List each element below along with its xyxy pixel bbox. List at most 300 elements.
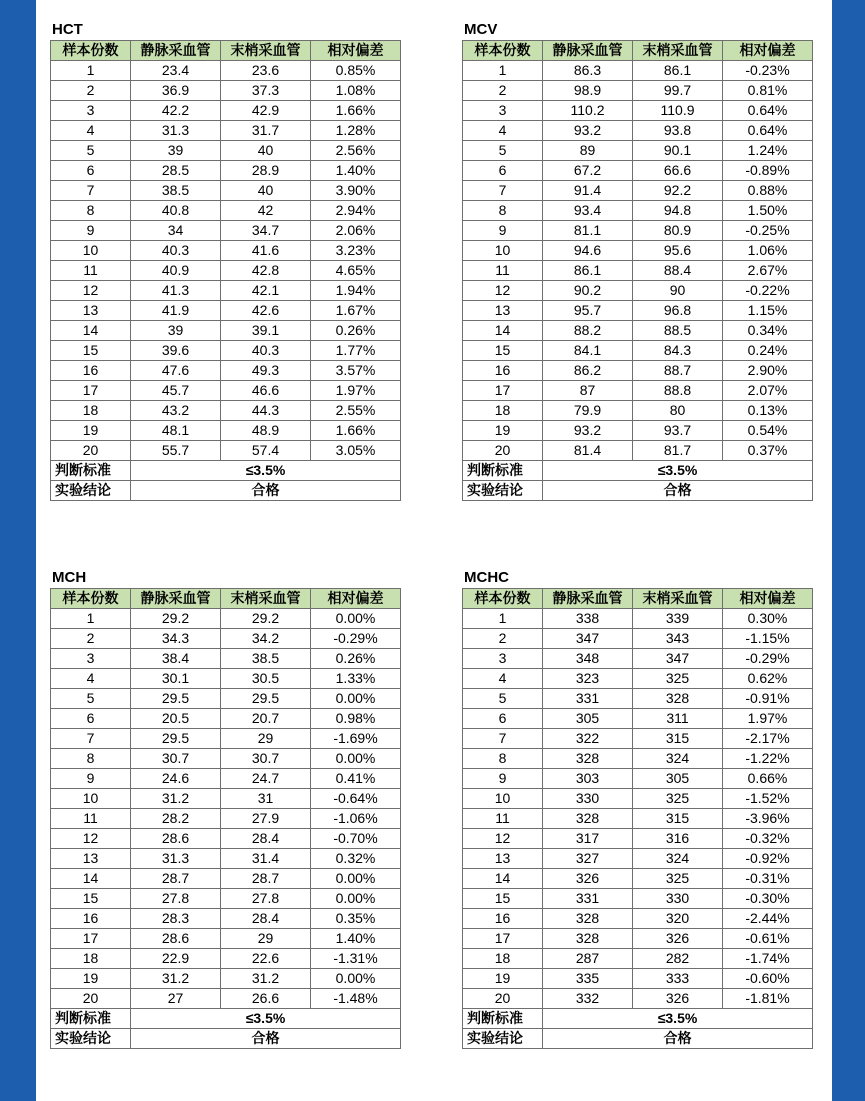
column-header: 末梢采血管 xyxy=(221,41,311,61)
table-row xyxy=(463,361,813,381)
table-cell: 90.2 xyxy=(543,281,633,301)
conclusion-value: 合格 xyxy=(543,481,813,501)
table-row xyxy=(51,241,401,261)
table-cell: -1.48% xyxy=(311,989,401,1009)
conclusion-value: 合格 xyxy=(131,1029,401,1049)
column-header: 末梢采血管 xyxy=(633,41,723,61)
table-cell: 22.9 xyxy=(131,949,221,969)
table-cell: 18 xyxy=(463,949,543,969)
table-cell: 11 xyxy=(51,261,131,281)
table-row xyxy=(51,729,401,749)
table-cell: 1.28% xyxy=(311,121,401,141)
table-cell: 96.8 xyxy=(633,301,723,321)
table-cell: 48.9 xyxy=(221,421,311,441)
column-header: 相对偏差 xyxy=(311,589,401,609)
table-cell: 327 xyxy=(543,849,633,869)
table-cell: 333 xyxy=(633,969,723,989)
column-header: 末梢采血管 xyxy=(221,589,311,609)
criterion-label: 判断标准 xyxy=(463,461,543,481)
table-cell: 1.40% xyxy=(311,161,401,181)
table-cell: 41.9 xyxy=(131,301,221,321)
table-cell: 0.98% xyxy=(311,709,401,729)
table-cell: 19 xyxy=(463,421,543,441)
data-table xyxy=(50,588,401,1049)
table-cell: 10 xyxy=(463,789,543,809)
table-cell: 89 xyxy=(543,141,633,161)
table-cell: 1 xyxy=(463,61,543,81)
table-cell: 0.00% xyxy=(311,689,401,709)
table-row xyxy=(463,221,813,241)
table-cell: 20 xyxy=(463,441,543,461)
table-cell: 29.2 xyxy=(221,609,311,629)
table-cell: 13 xyxy=(463,849,543,869)
table-cell: -1.06% xyxy=(311,809,401,829)
table-cell: 15 xyxy=(51,889,131,909)
table-cell: 320 xyxy=(633,909,723,929)
table-cell: 8 xyxy=(463,749,543,769)
criterion-label: 判断标准 xyxy=(463,1009,543,1029)
table-cell: 42.2 xyxy=(131,101,221,121)
table-cell: 31.2 xyxy=(221,969,311,989)
table-row xyxy=(51,649,401,669)
table-row xyxy=(51,81,401,101)
table-cell: 23.4 xyxy=(131,61,221,81)
table-cell: 1.08% xyxy=(311,81,401,101)
table-cell: 0.62% xyxy=(723,669,813,689)
table-row xyxy=(463,609,813,629)
table-cell: 88.8 xyxy=(633,381,723,401)
table-cell: 30.7 xyxy=(131,749,221,769)
table-cell: -1.31% xyxy=(311,949,401,969)
table-row xyxy=(463,949,813,969)
column-header: 样本份数 xyxy=(463,589,543,609)
table-cell: 8 xyxy=(463,201,543,221)
table-cell: 4.65% xyxy=(311,261,401,281)
table-cell: 0.66% xyxy=(723,769,813,789)
table-cell: 49.3 xyxy=(221,361,311,381)
table-cell: 7 xyxy=(463,729,543,749)
table-cell: 84.3 xyxy=(633,341,723,361)
table-row xyxy=(463,421,813,441)
table-cell: 7 xyxy=(51,729,131,749)
table-cell: 2 xyxy=(463,629,543,649)
table-cell: 3.57% xyxy=(311,361,401,381)
table-cell: 42.9 xyxy=(221,101,311,121)
table-row xyxy=(463,261,813,281)
table-cell: 1.40% xyxy=(311,929,401,949)
column-header: 相对偏差 xyxy=(311,41,401,61)
panel-hct xyxy=(50,20,401,501)
table-row xyxy=(51,989,401,1009)
table-cell: 315 xyxy=(633,809,723,829)
table-cell: 326 xyxy=(633,929,723,949)
table-cell: 31 xyxy=(221,789,311,809)
table-cell: 11 xyxy=(463,261,543,281)
table-cell: 29 xyxy=(221,929,311,949)
table-cell: 20.5 xyxy=(131,709,221,729)
table-cell: 1 xyxy=(51,609,131,629)
table-cell: 347 xyxy=(633,649,723,669)
table-cell: 330 xyxy=(633,889,723,909)
table-cell: 98.9 xyxy=(543,81,633,101)
table-cell: 9 xyxy=(463,221,543,241)
table-cell: 1.97% xyxy=(723,709,813,729)
table-cell: 81.4 xyxy=(543,441,633,461)
header-row xyxy=(463,41,813,61)
table-cell: 326 xyxy=(543,869,633,889)
table-cell: 20 xyxy=(51,441,131,461)
table-cell: -0.64% xyxy=(311,789,401,809)
table-cell: 0.26% xyxy=(311,649,401,669)
table-row xyxy=(51,929,401,949)
table-cell: -1.15% xyxy=(723,629,813,649)
conclusion-row xyxy=(463,1029,813,1049)
table-cell: 16 xyxy=(463,909,543,929)
table-cell: 1.97% xyxy=(311,381,401,401)
table-cell: 30.5 xyxy=(221,669,311,689)
table-cell: 15 xyxy=(463,889,543,909)
table-cell: 17 xyxy=(463,929,543,949)
table-cell: 94.8 xyxy=(633,201,723,221)
table-cell: 13 xyxy=(51,301,131,321)
table-cell: 1.67% xyxy=(311,301,401,321)
panel-mch xyxy=(50,568,401,1049)
header-row xyxy=(463,589,813,609)
column-header: 样本份数 xyxy=(51,589,131,609)
table-cell: -0.23% xyxy=(723,61,813,81)
table-cell: -1.22% xyxy=(723,749,813,769)
table-cell: 1.66% xyxy=(311,101,401,121)
table-cell: 95.7 xyxy=(543,301,633,321)
table-cell: 30.1 xyxy=(131,669,221,689)
table-cell: 0.37% xyxy=(723,441,813,461)
table-cell: 6 xyxy=(463,161,543,181)
table-cell: -0.22% xyxy=(723,281,813,301)
table-cell: 2 xyxy=(463,81,543,101)
table-cell: 38.4 xyxy=(131,649,221,669)
table-cell: 1.66% xyxy=(311,421,401,441)
table-cell: 34 xyxy=(131,221,221,241)
table-cell: 2.56% xyxy=(311,141,401,161)
table-cell: 2.67% xyxy=(723,261,813,281)
data-table xyxy=(462,40,813,501)
table-cell: 0.26% xyxy=(311,321,401,341)
table-row xyxy=(51,221,401,241)
table-cell: 27.9 xyxy=(221,809,311,829)
table-cell: -0.61% xyxy=(723,929,813,949)
table-cell: 331 xyxy=(543,689,633,709)
table-row xyxy=(463,989,813,1009)
table-row xyxy=(51,889,401,909)
table-cell: -0.25% xyxy=(723,221,813,241)
table-cell: 28.4 xyxy=(221,829,311,849)
table-cell: -0.91% xyxy=(723,689,813,709)
table-cell: 347 xyxy=(543,629,633,649)
table-row xyxy=(51,629,401,649)
table-row xyxy=(463,689,813,709)
table-cell: 57.4 xyxy=(221,441,311,461)
criterion-value: ≤3.5% xyxy=(543,461,813,481)
table-cell: -0.92% xyxy=(723,849,813,869)
panel-title: MCV xyxy=(464,21,498,38)
table-cell: -0.70% xyxy=(311,829,401,849)
table-cell: 2.94% xyxy=(311,201,401,221)
table-cell: 44.3 xyxy=(221,401,311,421)
table-cell: 0.85% xyxy=(311,61,401,81)
table-cell: 1.15% xyxy=(723,301,813,321)
table-row xyxy=(463,929,813,949)
table-cell: 46.6 xyxy=(221,381,311,401)
table-cell: 2 xyxy=(51,81,131,101)
table-row xyxy=(463,809,813,829)
table-cell: 18 xyxy=(51,401,131,421)
table-row xyxy=(463,321,813,341)
table-cell: 23.6 xyxy=(221,61,311,81)
table-row xyxy=(51,101,401,121)
table-cell: 26.6 xyxy=(221,989,311,1009)
table-cell: 17 xyxy=(51,381,131,401)
table-cell: 4 xyxy=(463,669,543,689)
table-row xyxy=(463,121,813,141)
table-row xyxy=(51,381,401,401)
table-cell: 40.3 xyxy=(131,241,221,261)
table-cell: 328 xyxy=(543,909,633,929)
criterion-value: ≤3.5% xyxy=(131,1009,401,1029)
table-cell: 39.1 xyxy=(221,321,311,341)
column-header: 静脉采血管 xyxy=(543,589,633,609)
column-header: 静脉采血管 xyxy=(543,41,633,61)
table-cell: 40 xyxy=(221,141,311,161)
table-cell: 47.6 xyxy=(131,361,221,381)
table-cell: 31.3 xyxy=(131,121,221,141)
table-cell: 36.9 xyxy=(131,81,221,101)
table-cell: 19 xyxy=(51,969,131,989)
table-cell: 5 xyxy=(51,689,131,709)
table-row xyxy=(51,301,401,321)
table-cell: 88.4 xyxy=(633,261,723,281)
table-cell: -0.29% xyxy=(311,629,401,649)
table-cell: 86.2 xyxy=(543,361,633,381)
conclusion-row xyxy=(463,481,813,501)
table-row xyxy=(51,321,401,341)
table-cell: 99.7 xyxy=(633,81,723,101)
table-cell: 29.5 xyxy=(131,689,221,709)
table-cell: 287 xyxy=(543,949,633,969)
panel-mcv xyxy=(462,20,813,501)
table-row xyxy=(463,629,813,649)
table-cell: 31.2 xyxy=(131,969,221,989)
table-cell: 38.5 xyxy=(221,649,311,669)
table-row xyxy=(463,281,813,301)
table-row xyxy=(51,769,401,789)
table-cell: 324 xyxy=(633,749,723,769)
criterion-row xyxy=(51,1009,401,1029)
table-cell: 40.3 xyxy=(221,341,311,361)
table-cell: 0.13% xyxy=(723,401,813,421)
criterion-row xyxy=(463,1009,813,1029)
table-cell: 325 xyxy=(633,789,723,809)
table-cell: -1.52% xyxy=(723,789,813,809)
table-cell: 28.6 xyxy=(131,829,221,849)
table-cell: 41.6 xyxy=(221,241,311,261)
table-cell: 28.6 xyxy=(131,929,221,949)
table-cell: 0.64% xyxy=(723,101,813,121)
table-cell: 16 xyxy=(463,361,543,381)
table-cell: 19 xyxy=(51,421,131,441)
table-cell: -0.31% xyxy=(723,869,813,889)
table-cell: 40.8 xyxy=(131,201,221,221)
panel-title: MCH xyxy=(52,569,87,586)
table-row xyxy=(51,689,401,709)
table-cell: 328 xyxy=(633,689,723,709)
table-cell: 0.64% xyxy=(723,121,813,141)
table-cell: 0.00% xyxy=(311,969,401,989)
table-cell: 81.7 xyxy=(633,441,723,461)
table-cell: 328 xyxy=(543,929,633,949)
table-cell: 330 xyxy=(543,789,633,809)
table-cell: 12 xyxy=(463,829,543,849)
table-cell: 39 xyxy=(131,141,221,161)
table-row xyxy=(463,81,813,101)
table-row xyxy=(463,161,813,181)
table-cell: 1.50% xyxy=(723,201,813,221)
table-cell: 86.1 xyxy=(543,261,633,281)
table-cell: 315 xyxy=(633,729,723,749)
table-cell: 282 xyxy=(633,949,723,969)
table-row xyxy=(51,201,401,221)
table-row xyxy=(51,401,401,421)
table-row xyxy=(463,849,813,869)
table-cell: -1.69% xyxy=(311,729,401,749)
table-cell: 39 xyxy=(131,321,221,341)
column-header: 样本份数 xyxy=(463,41,543,61)
table-cell: 93.8 xyxy=(633,121,723,141)
table-cell: 28.9 xyxy=(221,161,311,181)
header-row xyxy=(51,589,401,609)
table-cell: 90 xyxy=(633,281,723,301)
table-row xyxy=(463,669,813,689)
table-row xyxy=(463,729,813,749)
table-cell: 1.24% xyxy=(723,141,813,161)
table-cell: 110.2 xyxy=(543,101,633,121)
column-header: 相对偏差 xyxy=(723,589,813,609)
conclusion-label: 实验结论 xyxy=(51,481,131,501)
table-cell: 8 xyxy=(51,201,131,221)
table-cell: 3.23% xyxy=(311,241,401,261)
table-cell: 34.2 xyxy=(221,629,311,649)
table-cell: 9 xyxy=(51,769,131,789)
criterion-row xyxy=(463,461,813,481)
table-row xyxy=(51,749,401,769)
criterion-row xyxy=(51,461,401,481)
table-cell: 3.90% xyxy=(311,181,401,201)
table-cell: 88.2 xyxy=(543,321,633,341)
table-cell: 10 xyxy=(463,241,543,261)
table-cell: 0.32% xyxy=(311,849,401,869)
table-cell: 311 xyxy=(633,709,723,729)
table-cell: 28.4 xyxy=(221,909,311,929)
table-cell: 1 xyxy=(463,609,543,629)
table-cell: 339 xyxy=(633,609,723,629)
table-cell: 79.9 xyxy=(543,401,633,421)
table-cell: 42.1 xyxy=(221,281,311,301)
table-cell: 40.9 xyxy=(131,261,221,281)
table-cell: 9 xyxy=(463,769,543,789)
table-row xyxy=(463,869,813,889)
table-cell: 94.6 xyxy=(543,241,633,261)
table-cell: 43.2 xyxy=(131,401,221,421)
table-cell: 27.8 xyxy=(131,889,221,909)
table-cell: 348 xyxy=(543,649,633,669)
table-cell: 15 xyxy=(463,341,543,361)
table-cell: 91.4 xyxy=(543,181,633,201)
column-header: 样本份数 xyxy=(51,41,131,61)
table-cell: 12 xyxy=(51,281,131,301)
table-cell: -3.96% xyxy=(723,809,813,829)
table-cell: -0.32% xyxy=(723,829,813,849)
table-row xyxy=(51,849,401,869)
table-cell: 66.6 xyxy=(633,161,723,181)
table-cell: 2.90% xyxy=(723,361,813,381)
table-row xyxy=(51,909,401,929)
table-cell: 326 xyxy=(633,989,723,1009)
table-cell: 86.1 xyxy=(633,61,723,81)
table-row xyxy=(51,141,401,161)
table-row xyxy=(51,609,401,629)
table-cell: 22.6 xyxy=(221,949,311,969)
panel-title: HCT xyxy=(52,21,83,38)
table-cell: 38.5 xyxy=(131,181,221,201)
table-cell: 34.3 xyxy=(131,629,221,649)
table-cell: 29.2 xyxy=(131,609,221,629)
conclusion-row xyxy=(51,481,401,501)
table-row xyxy=(51,341,401,361)
table-cell: 37.3 xyxy=(221,81,311,101)
conclusion-value: 合格 xyxy=(543,1029,813,1049)
table-cell: 324 xyxy=(633,849,723,869)
table-cell: 11 xyxy=(51,809,131,829)
table-cell: 29.5 xyxy=(131,729,221,749)
table-row xyxy=(51,829,401,849)
column-header: 相对偏差 xyxy=(723,41,813,61)
table-cell: -1.81% xyxy=(723,989,813,1009)
table-cell: 20 xyxy=(463,989,543,1009)
table-cell: 17 xyxy=(463,381,543,401)
table-row xyxy=(463,381,813,401)
table-cell: 0.35% xyxy=(311,909,401,929)
table-row xyxy=(51,181,401,201)
table-cell: 17 xyxy=(51,929,131,949)
table-cell: 31.7 xyxy=(221,121,311,141)
conclusion-value: 合格 xyxy=(131,481,401,501)
table-row xyxy=(463,101,813,121)
table-cell: 303 xyxy=(543,769,633,789)
table-cell: 12 xyxy=(51,829,131,849)
conclusion-row xyxy=(51,1029,401,1049)
table-cell: 30.7 xyxy=(221,749,311,769)
table-cell: 14 xyxy=(463,869,543,889)
table-cell: 80 xyxy=(633,401,723,421)
table-cell: 81.1 xyxy=(543,221,633,241)
table-cell: 42.8 xyxy=(221,261,311,281)
table-cell: 34.7 xyxy=(221,221,311,241)
column-header: 末梢采血管 xyxy=(633,589,723,609)
conclusion-label: 实验结论 xyxy=(51,1029,131,1049)
table-row xyxy=(463,401,813,421)
table-cell: 5 xyxy=(51,141,131,161)
table-cell: 110.9 xyxy=(633,101,723,121)
table-cell: 28.3 xyxy=(131,909,221,929)
